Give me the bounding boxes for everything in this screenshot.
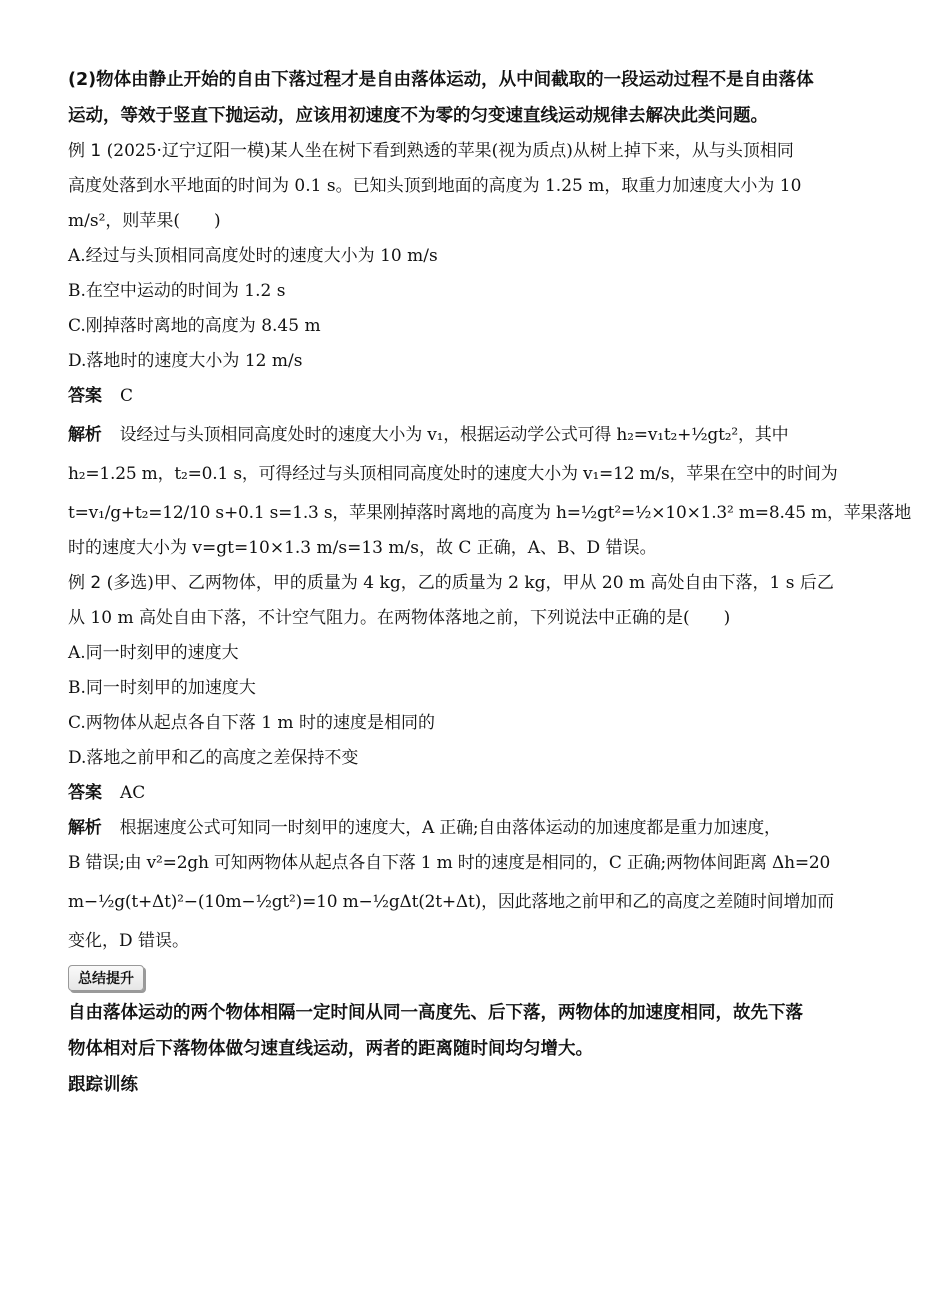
example1-answer: 答案 C [68,386,134,406]
example2-option-c: C.两物体从起点各自下落 1 m 时的速度是相同的 [68,713,435,733]
example1-analysis-line-3: t=v₁/g+t₂=12/10 s+0.1 s=1.3 s，苹果刚掉落时离地的高度为 h=½gt²=½×10×1.3² m=8.45 m，苹果落地 [68,503,912,523]
example1-label: 例 1 [68,141,102,161]
example2-analysis-line-2: B 错误;由 v²=2gh 可知两物体从起点各自下落 1 m 时的速度是相同的，C 正确;两物体间距离 Δh=20 [68,853,831,873]
example1-line-3: m/s²，则苹果( ) [68,211,221,231]
intro-line-1: (2)物体由静止开始的自由下落过程才是自由落体运动，从中间截取的一段运动过程不是自由落体 [68,70,814,90]
summary-line-2: 物体相对后下落物体做匀速直线运动，两者的距离随时间均匀增大。 [68,1039,593,1059]
example2-option-a: A.同一时刻甲的速度大 [68,643,239,663]
example1-option-b: B.在空中运动的时间为 1.2 s [68,281,286,301]
example2-analysis-line-1: 解析 根据速度公式可知同一时刻甲的速度大，A 正确;自由落体运动的加速度都是重力加速度， [68,818,781,838]
intro-line-2: 运动，等效于竖直下抛运动，应该用初速度不为零的匀变速直线运动规律去解决此类问题。 [68,106,768,126]
tracking-training-heading: 跟踪训练 [68,1075,138,1095]
summary-line-1: 自由落体运动的两个物体相隔一定时间从同一高度先、后下落，两物体的加速度相同，故先下落 [68,1003,803,1023]
example2-analysis-line-4: 变化，D 错误。 [68,931,190,951]
example2-option-d: D.落地之前甲和乙的高度之差保持不变 [68,748,359,768]
example1-analysis-line-4: 时的速度大小为 v=gt=10×1.3 m/s=13 m/s，故 C 正确，A、B、D 错误。 [68,538,657,558]
example1-line-2: 高度处落到水平地面的时间为 0.1 s。已知头顶到地面的高度为 1.25 m，取重力加速度大小为 10 [68,176,802,196]
example1-analysis-line-2: h₂=1.25 m，t₂=0.1 s，可得经过与头顶相同高度处时的速度大小为 v₁=12 m/s，苹果在空中的时间为 [68,464,838,484]
summary-badge: 总结提升 [68,965,144,991]
example1-line-1: 例 1 (2025·辽宁辽阳一模)某人坐在树下看到熟透的苹果(视为质点)从树上掉下来，从与头顶相同 [68,141,794,161]
document-page [68,62,912,1103]
example1-analysis-line-1: 解析 设经过与头顶相同高度处时的速度大小为 v₁，根据运动学公式可得 h₂=v₁t₂+½gt₂²，其中 [68,425,789,445]
example2-line-1: 例 2 (多选)甲、乙两物体，甲的质量为 4 kg，乙的质量为 2 kg，甲从 20 m 高处自由下落，1 s 后乙 [68,573,834,593]
example2-option-b: B.同一时刻甲的加速度大 [68,678,256,698]
example2-label: 例 2 [68,573,102,593]
example1-option-a: A.经过与头顶相同高度处时的速度大小为 10 m/s [68,246,438,266]
example1-option-d: D.落地时的速度大小为 12 m/s [68,351,303,371]
example2-line-2: 从 10 m 高处自由下落，不计空气阻力。在两物体落地之前，下列说法中正确的是( ) [68,608,731,628]
example1-option-c: C.刚掉落时离地的高度为 8.45 m [68,316,321,336]
example2-analysis-line-3: m−½g(t+Δt)²−(10m−½gt²)=10 m−½gΔt(2t+Δt)，因此落地之前甲和乙的高度之差随时间增加而 [68,892,834,912]
example2-answer: 答案 AC [68,783,146,803]
